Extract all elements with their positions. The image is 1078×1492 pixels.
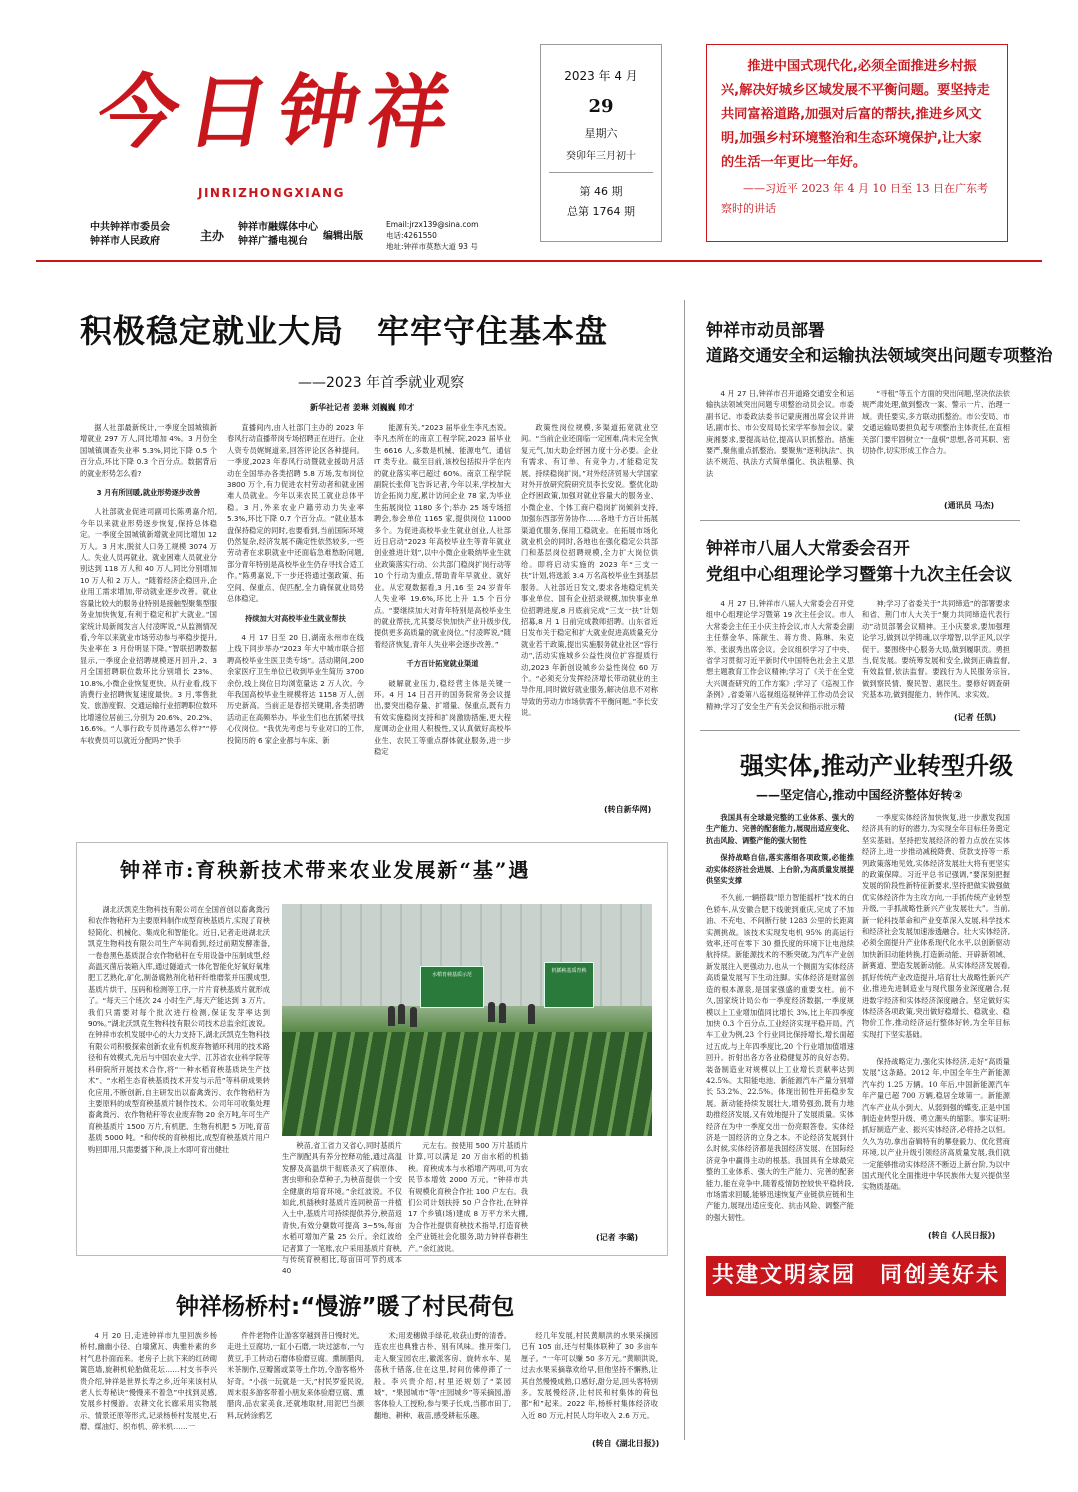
- traffic-article-title-1: 钟祥市动员部署: [706, 321, 825, 341]
- newspaper-pinyin: JINRIZHONGXIANG: [198, 186, 345, 200]
- lead-paragraph-2: 人社部就业促进司副司长陈勇嘉介绍,今年以来就业形势逐步恢复,保持总体稳定。一季度全国城镇新增就业同比增加 12 万人。3 月末,脱贫人口务工规模 3074 万人。失业人员再就业、就业困难人员就业分别达到 118 万人和 40 万人,同比分别增加 10 万人和 2 万人。“随着经济企稳回升,企业用工需求增加,带动就业逐步改善。就业容量比较大的服务业特别是接触型聚集型服务业加快恢复,有利于稳定和扩大就业。”国家统计局新闻发言人付凌晖说,“从监测情况看,今年以来就业市场劳动参与率稳步提升,失业率在 3 月份明显下降。”智联招聘数据显示,一季度企业招聘规模逐月回升,2、3 月全国招聘职位数环比分别增长 23%、10.8%,小微企业恢复更快。从行业看,线下消费行业招聘恢复速度最快。3 月,零售批发、旅游度假、交通运输行业招聘职位数环比增速位居前三,分别为 20.6%、20.2%、16.6%。“人事行政专员待遇怎么样?”“停车收费员可以就近分配吗?”快手: [80, 507, 217, 745]
- agri-article-column-1: [88, 904, 270, 1244]
- publisher-line-2: 钟祥广播电视台: [238, 236, 308, 247]
- photo-sign-right: 机插秧基质育秧: [544, 962, 594, 1008]
- economy-article-column-1: [706, 812, 854, 1230]
- economy-paragraph-1: 不久前,一辆搭载“原力智能摇杆”技术的白色轿车,从安徽合肥下线驶到重庆,完成了不加油、不充电、不间断行驶 1283 公里的长距离实测挑战。该技术实现发电机 95% 的高运行效率,还可在零下 30 摄氏度的环境下让电池续航持续。新能源技术的不断突破,为汽车产业创新发展注入更强动力,也从一个侧面为实体经济高质量发展写下生动注脚。实体经济是财富创造的根本源泉,是国家强盛的重要支柱。前不久,国家统计局公布一季度经济数据,一季度规模以上工业增加值同比增长 3%,比上年四季度加快 0.3 个百分点,工业经济实现平稳开局。汽车工业为例,23 个行业同比保持增长,增长面超过五成,与上年四季度比,20 个行业增加值增速回升。折射出各方各业稳健复苏的良好态势。装备制造业对规模以上工业增长贡献率达到 42.5%。太阳能电池、新能源汽车产量分别增长 53.2%、22.5%。体现出韧性开拓稳步发展。新动能持续发展壮大,增势强劲,既有力地助推经济发展,又有效地提升了发展质量。实体经济在为中一季度交出一份亮眼答卷。实体经济是一国经济的立身之本。不论经济发展到什么时候,实体经济都是我国经济发展、在国际经济竞争中赢得主动的根基。我国具有全球最完整的工业体系、强大的生产能力、完善的配套能力,能在竞争中,随着疫情防控较快平稳转段,市场需求回暖,能够迅速恢复产业链供应链和生产能力,展现出适应变化、抗击风险、调整产能的强大韧性。: [706, 893, 854, 1222]
- sponsor-line-2: 钟祥市人民政府: [90, 236, 160, 247]
- quote-box: [706, 44, 1008, 242]
- npc-article-title-2: 党组中心组理论学习暨第十九次主任会议: [706, 565, 1012, 585]
- contact-email: Email:jrzx139@sina.com: [386, 220, 479, 229]
- npc-article-column-1: [706, 598, 854, 726]
- traffic-paragraph-2: “寻租”等五个方面的突出问题,坚决依法依规严肃处理,做到整改一案、警示一片、治理一域。责任要实,多方联动抓整治。市公安局、市交通运输局要担负起专项整治主体责任,在直相关部门要牢固树立“一盘棋”思想,各司其职、密切协作,切实形成工作合力。: [862, 389, 1010, 456]
- lead-paragraph-7: 政策性岗位规模,多渠道拓宽就业空间。“当前企业还面临一定困难,尚未完全恢复元气,加大助企纾困力度十分必要。企业有需求、有订单、有竞争力,才能稳定发展、持续稳岗扩岗。”对外经济贸易大学国家对外开放研究院研究员李长安说。整优化助企纾困政策,加强对就业容量大的服务业、小微企业、个体工商户稳岗扩岗倾斜支持,加强东西部劳务协作……各地千方百计拓展渠道优服务,保用工稳就业。在拓展市场化就业机会的同时,各地也在强化稳定公共部门和基层岗位招聘规模,全力扩大岗位供给。即将启动实施的 2023 年“三支一扶”计划,将选派 3.4 万名高校毕业生到基层服务。人社部近日发文,要求各地稳定机关事业单位、国有企业招录规模,加快事业单位招聘进度,8 月底前完成“三支一扶”计划招募,8 月 1 日前完成教师招聘。山东省近日发布关于稳定和扩大就业促进高质量充分就业若干政策,提出实施服务就业社区“容行动”,活动实施城乡公益性岗位扩容提质行动,2023 年新创设城乡公益性岗位 60 万个。“必须充分发挥经济增长带动就业的主导作用,同时做好就业服务,解决信息不对称导致的劳动力市场供需不平衡问题。”李长安说。: [521, 423, 659, 718]
- agri-paragraph-2: 秧苗,省工省力又省心,同时基质片生产制配具有养分控释功能,通过高温发酵及高温烘干彻底杀灭了病原体、害虫卵和杂草种子,为秧苗提供一个安全健康的培育环境。”余红波说。不仅如此,机插秧时基质片连同秧苗一并植入土中,基质片可持续提供养分,秧苗返青快,有效分蘖数可提高 3~5%,每亩水稻可增加产量 25 公斤。余红波给记者算了一笔账,农户采用基质片育秧,与传统育秧相比,每亩田可节约成本 40: [282, 1141, 402, 1276]
- photo-seedling-beds: [282, 1032, 652, 1136]
- lead-paragraph-1: 据人社部最新统计,一季度全国城镇新增就业 297 万人,同比增加 4%。3 月份全国城镇调查失业率 5.3%,同比下降 0.5 个百分点,环比下降 0.3 个百分点。数据背后的就业形势怎么看?: [80, 423, 217, 478]
- publisher-block: [238, 221, 318, 249]
- lead-article-subtitle: ——2023 年首季就业观察: [298, 375, 465, 391]
- agri-article-column-3: [408, 1140, 528, 1253]
- npc-article-title-1: 钟祥市八届人大常委会召开: [706, 539, 910, 559]
- agri-paragraph-1: 湖北沃凯克生物科技有限公司在全国首创以畜禽粪污和农作物秸秆为主要原料制作成型育秧基质片,实现了育秧轻简化、机械化、集成化和智能化。近日,记者走进湖北沃凯克生物科技有限公司生产车间看到,经过前期发酵准备,一卷卷黑色基质混合农作物秸秆在专用设备中压制成型,经高温灭菌后装箱入库,通过隧道式一体化智能化好氧好氧堆肥工艺熟化,矿化,制备腐熟剂化秸秆纤维磨浆并压膜成型,基质片烘干、压码和检测等工序,一片片育秧基质片就形成了。“每天三个班次 24 小时生产,每天产能达到 3 万片。我们只需要对每个批次进行检测,保证发芽率达到 90%。”湖北沃凯克生物科技有限公司技术总监余红波说。在钟祥市农机发展中心的大力支持下,湖北沃凯克生物科技有限公司积极探索创新农业有机废弃物循环利用的技术路径和有效模式,先后与中国农业大学、江苏省农业科学院等科研院所开展技术合作,将“一种水稻育秧基质块生产技术”、“水稻生态育秧基质技术开发与示范”等科研成果转化应用,不断创新,自主研发出以畜禽粪污、农作物秸秆为主要原料的成型育秧基质片制作技术。公司年可收集处理畜禽粪污、农作物秸秆等农业废弃物 20 余万吨,年可生产育秧基质片 1500 万片,有机肥、生物有机肥 5 万吨,育苗基质 5000 吨。“和传统的育秧相比,成型育秧基质片用户购回即用,只需要播下种,淡上水即可育出健壮: [88, 905, 270, 1154]
- village-article-column-4: [521, 1330, 658, 1438]
- lead-subheading-2: 持续加大对高校毕业生就业帮扶: [245, 613, 346, 623]
- photo-person: [528, 1004, 535, 1024]
- total-issue-number: 总第 1764 期: [567, 205, 635, 218]
- photo-sign-left: 水稻育秧基质示范: [420, 966, 484, 1008]
- masthead-rule: [36, 260, 1042, 262]
- column-divider: [684, 300, 685, 1440]
- agri-paragraph-3: 元左右。按使用 500 万片基质片计算,可以满足 20 万亩水稻的机插秧。育秧成本与水稻增产两项,可为农民节本增效 2000 万元。“钟祥市共有规模化育秧合作社 100 户左右。我们公司计划扶持 50 户合作社,在钟祥 17 个乡镇(场)建成 8 万平方米大棚,为合作社提供育秧技术指导,打造育秧全产业链社会化服务,助力钟祥春耕生产。”余红波说。: [408, 1141, 528, 1253]
- lead-article-source: (转自新华网): [604, 805, 652, 814]
- right-divider-2: [700, 730, 1020, 731]
- lead-paragraph-6: 破解就业压力,稳经营主体是关键一环。4 月 14 日召开的国务院常务会议提出,要突出稳存量、扩增量、保重点,既有力有效实施稳岗支持和扩岗激励措施,更大程度调动企业用人积极性,又认真做好高校毕业生、农民工等重点群体就业服务,进一步稳定: [374, 678, 511, 756]
- lead-article-column-3: [374, 422, 511, 816]
- lead-paragraph-5: 能源有关。”2023 届毕业生李凡杰说。李凡杰所在的南京工程学院,2023 届毕业生 6616 人,多数是机械、能源电气、通信 IT 类专业。截至目前,该校包括拟升学在内的就业落实率已超过 60%。南京工程学院副院长张仰飞告诉记者,今年以来,学校加大访企拓岗力度,累计访问企业 78 家,为毕业生拓展岗位 1180 多个;举办 25 场专场招聘会,参会单位 1165 家,提供岗位 11000 多个。为促进高校毕业生就业创业,人社部近日启动“2023 年高校毕业生等青年就业创业推进计划”,以中小微企业吸纳毕业生就业政策落实行动、公共部门稳岗扩岗行动等 10 个行动为重点,帮助青年早就业、就好业。从宏观数据看,3 月,16 至 24 岁青年人失业率 19.6%,环比上升 1.5 个百分点。“要继续加大对青年特别是高校毕业生的就业帮扶,尤其要尽快加快产业升级步伐,提供更多高质量的就业岗位。”付凌晖说,“随着经济恢复,青年人失业率会逐步改善。”: [374, 423, 511, 649]
- economy-article-title: 强实体,推动产业转型升级: [740, 752, 1014, 780]
- lead-article-column-1: [80, 422, 217, 816]
- economy-article-source: (转自《人民日报》): [928, 1231, 996, 1240]
- traffic-article-column-2: [862, 388, 1010, 500]
- village-article-source: (转自《湖北日报》): [592, 1439, 660, 1448]
- date-box: [540, 44, 662, 242]
- photo-person: [488, 1002, 495, 1022]
- economy-paragraph-2: 一季度实体经济加快恢复,进一步激发我国经济具有的好的潜力,为实现全年目标任务奠定坚实基础。坚持把发展经济的着力点放在实体经济上,进一步推动减税降费、贷款支持等一系列政策落地见效,实体经济发展壮大将有更坚实的政策保障。习近平总书记强调,“要深刻把握发展的阶段性新特征新要求,坚持把做实做强做优实体经济作为主攻方向,一手抓传统产业转型升级,一手抓战略性新兴产业发展壮大”。当前,新一轮科技革命和产业变革深入发展,科学技术和经济社会发展加速渗透融合。壮大实体经济,必须全面提升产业体系现代化水平,以创新驱动加快新旧动能转换,打造新动能、开辟新领域、新赛道、塑造发展新动能。从实体经济发展看,抓好传统产业改造提升,培育壮大战略性新兴产业,推进先进制造业与现代服务业深度融合,促进数字经济和实体经济深度融合。坚定做好实体经济各项政策,突出做好稳增长、稳就业、稳物价工作,推动经济运行整体好转,为全年目标实现打下坚实基础。: [862, 813, 1010, 1039]
- village-article-column-2: [227, 1330, 364, 1452]
- village-article-column-3: [374, 1330, 511, 1452]
- lead-article-byline: 新华社记者 姜琳 刘巍巍 帅才: [310, 403, 415, 412]
- npc-article-column-2: [862, 598, 1010, 712]
- contact-block: [386, 219, 478, 252]
- economy-paragraph-3: 保持战略定力,强化实体经济,走好“高质量发展”这条路。2012 年,中国全年生产新能源汽车约 1.25 万辆。10 年后,中国新能源汽车年产量已超 700 万辆,稳居全球第一。新能源汽车产业从小到大、从弱到强的蝶变,正是中国制造业转型升级、勇立潮头的缩影。事实证明:抓好制造产业、振兴实体经济,必将持之以恒。久久为功,拿出奋辑特有的攀登毅力、优化营商环境,以产业升级引领经济高质量发展,我们就一定能够推动实体经济不断迈上新台阶,为以中国式现代化全面推进中华民族伟大复兴提供坚实物质基础。: [862, 1057, 1010, 1192]
- lead-article-column-2: [227, 422, 364, 816]
- right-divider-1: [700, 520, 1020, 521]
- contact-phone: 电话:4261550: [386, 231, 437, 240]
- quote-text: 推进中国式现代化,必须全面推进乡村振兴,解决好城乡区域发展不平衡问题。要坚持走共同富裕道路,加强对后富的帮扶,推进乡风文明,加强乡村环境整治和生态环境保护,让大家的生活一年更比一年好。: [721, 59, 990, 170]
- publisher-line-1: 钟祥市融媒体中心: [238, 222, 318, 233]
- economy-lead-1: 我国具有全球最完整的工业体系、强大的生产能力、完善的配套能力,展现出适应变化、抗击风险、调整产能的强大韧性: [706, 813, 854, 845]
- traffic-article-column-1: [706, 388, 854, 514]
- sponsor-block: [90, 221, 170, 249]
- photo-person: [410, 1007, 417, 1027]
- npc-paragraph-2: 神;学习了省委关于“共同缔造”的部署要求和省、荆门市人大关于“聚力共同缔造代表行动”动员部署会议精神。王小庆要求,要加强理论学习,做到以学铸魂,以学增智,以学正风,以学促干。要围绕中心服务大局,做到履职贡。勇担当,促发展。要统筹发展和安全,做到正确监督,有效监督,依法监督。要践行为人民服务宗旨,做到察民情、聚民智、惠民生。要修好调查研究基本功,做到提能力、转作风、求实效。: [862, 599, 1010, 700]
- contact-address: 地址:钟祥市莫愁大道 93 号: [386, 242, 478, 251]
- lead-subheading-3: 千方百计拓宽就业渠道: [406, 659, 479, 669]
- traffic-article-title-2: 道路交通安全和运输执法领域突出问题专项整治: [706, 346, 1053, 365]
- date-weekday: 星期六: [584, 127, 618, 140]
- village-paragraph-2: 件件老物件让游客穿越到昔日慢时光。走进土豆腐坊,一缸小石磨,一块过滤布,一勺黄豆,手工转动石磨体验磨豆腐。熏制腊肉,米茶制作,豆瓣酱或菜等土作坊,令游客格外好奇。“小孩一玩就是一天,”村民罗爱民说,周末很多游客带着小朋友来体验磨豆腐、熏腊肉,品农家美食,还就地取材,用泥巴当颜料,玩转涂鸦艺: [227, 1331, 364, 1420]
- lead-paragraph-4: 4 月 17 日至 20 日,湖南永州市在线上线下同步举办“2023 年大中城市联合招聘高校毕业生医卫类专场”。活动期间,200 余家医疗卫生单位已收到毕业生简历 3700 余份,线上岗位日均浏览量达 2 万人次。今年我国高校毕业生规模将达 1158 万人,创历史新高。当前正是春招关键期,各类招聘活动正在高频举办。毕业生们也在抓紧寻找心仪岗位。“我优先考虑与专业对口的工作,投简历的 6 家企业都与车床、新: [227, 632, 364, 745]
- photo-person: [499, 1003, 506, 1023]
- date-year-month: 2023 年 4 月: [564, 69, 638, 83]
- lead-subheading-1: 3 月有所回暖,就业形势逐步改善: [96, 488, 201, 498]
- lead-article-column-4: [521, 422, 658, 800]
- npc-paragraph-1: 4 月 27 日,钟祥市八届人大常委会召开党组中心组理论学习暨第 19 次主任会议。市人大常委会主任王小庆主持会议,市人大常委会副主任蔡金华、陈献生、蒋方贵、陈琳、朱克举、张淑秀出席会议。会议组织学习了中央、省学习贯彻习近平新时代中国特色社会主义思想主题教育工作会议精神;学习了《关于在全党大兴调查研究的工作方案》;学习了《巡视工作条例》,省委第八巡视组巡视钟祥工作动员会议精神;学习了安全生产有关会议和指示批示精: [706, 599, 854, 711]
- economy-lead-2: 保持战略自信,落实落细各项政策,必能推动实体经济社会进展、上台阶,为高质量发展提供坚实支撑: [706, 853, 854, 886]
- newspaper-logo: 今日钟祥: [90, 65, 468, 159]
- sponsor-role: 主办: [200, 229, 225, 243]
- agri-article-source: (记者 李璐): [596, 1233, 639, 1242]
- issue-number: 第 46 期: [579, 185, 623, 198]
- village-paragraph-3: 术;用麦穗做手绿花,收获山野的清香。连农庄也典雅古朴、别有风味。推开柴门,走入聚宝园农庄,徽派客房、旋转水车、晃荡秋千错落,住在这里,时间仿佛停滞了一般。李兴贵介绍,村里还规划了“菜园城”、“果园城市”等“庄园城乡”等采摘园,游客体验人工授粉,参与果子长成,当都市田丁,翻地、耕种、栽苗,感受耕耘乐趣。: [374, 1331, 511, 1420]
- date-lunar: 癸卯年三月初十: [566, 151, 636, 162]
- economy-article-column-2: [862, 812, 1010, 1052]
- greenhouse-seedling-photo: [282, 904, 652, 1136]
- economy-article-column-3: [862, 1056, 1010, 1222]
- lead-paragraph-3: 直播间内,由人社部门主办的 2023 年春风行动直播带岗专场招聘正在进行。企业人资专员娓娓道来,回答评论区各种提问。一季度,2023 年春风行动暨就业援助月活动在全国举办各类招聘 5.8 万场,发布岗位 3800 万个,有力促进农村劳动者和就业困难人员就业。今年以来农民工就业总体平稳。3 月,外来农业户籍劳动力失业率 5.3%,环比下降 0.7 个百分点。“就业基本盘保持稳定的同时,也要看到,当前国际环境仍然复杂,经济发展不确定性依然较多,一些劳动者在求职就业中还面临急难愁盼问题,部分青年特别是高校毕业生仍存寻找合适工作。”陈勇嘉说,下一步还将通过强政策、拓空间、保重点、促匹配,全力确保就业局势总体稳定。: [227, 423, 364, 604]
- village-article-column-1: [80, 1330, 217, 1452]
- lead-article-title: 积极稳定就业大局 牢牢守住基本盘: [80, 312, 609, 350]
- village-article-title: 钟祥杨桥村:“慢游”暖了村民荷包: [176, 1294, 515, 1320]
- village-paragraph-1: 4 月 20 日,走进钟祥市九里回族乡杨桥村,幽幽小径、白墙黛瓦、典雅朴素的乡村气息扑面而来。老房子上抗下来的红砖砌篱笆墙,旋耕机轮胎做花坛……村支书李兴贵介绍,钟祥是世界长寿之乡,近年来该村从老人长寿秘诀“慢慢来不着急”中找到灵感,发展乡村慢游。农耕文化长廊采用实物展示、情景还原等形式,记录杨桥村发展史,石磨、煤油灯、织布机、碎米机……一: [80, 1331, 217, 1432]
- date-day: 29: [588, 96, 614, 117]
- agri-article-column-2: [282, 1140, 402, 1276]
- economy-article-subtitle: ——坚定信心,推动中国经济整体好转②: [756, 788, 963, 802]
- npc-article-source: (记者 任凯): [954, 713, 997, 722]
- village-paragraph-4: 经几年发展,村民黄顺洪的水果采摘园已有 105 亩,还与村集体联种了 30 多亩车厘子。“一年可以赚 50 多万元。”黄顺洪说,过去水果采摘靠欢给早,但他坚持不懈熟,让其自然慢慢成熟,口感好,甜分足,回头客特别多。发展慢经济,让村民和村集体的荷包都“和”起来。2022 年,杨桥村集体经济收入近 80 万元,村民人均年收入 2.6 万元。: [521, 1331, 658, 1420]
- agri-article-title: 钟祥市:育秧新技术带来农业发展新“基”遇: [120, 858, 531, 882]
- traffic-article-source: (通讯员 马杰): [944, 501, 995, 510]
- photo-person: [398, 1004, 405, 1024]
- traffic-paragraph-1: 4 月 27 日,钟祥市召开道路交通安全和运输执法领域突出问题专项整治动员会议。市委副书记、市委政法委书记蒙庚湘出席会议并讲话,副市长、市公安局局长宋学军参加会议。蒙庚湘要求,要提高站位,提高认识抓整治。措施要严,聚焦重点抓整治。要聚焦“逐利执法”、执法不规范、执法方式简单僵化、执法粗暴、执法: [706, 389, 854, 478]
- quote-attribution: ——习近平 2023 年 4 月 10 日至 13 日在广东考察时的讲话: [721, 182, 988, 215]
- publisher-role: 编辑出版: [323, 231, 363, 242]
- slogan-banner: 共建文明家园 同创美好未来: [706, 1256, 1006, 1296]
- photo-person: [388, 1006, 395, 1026]
- sponsor-line-1: 中共钟祥市委员会: [90, 222, 170, 233]
